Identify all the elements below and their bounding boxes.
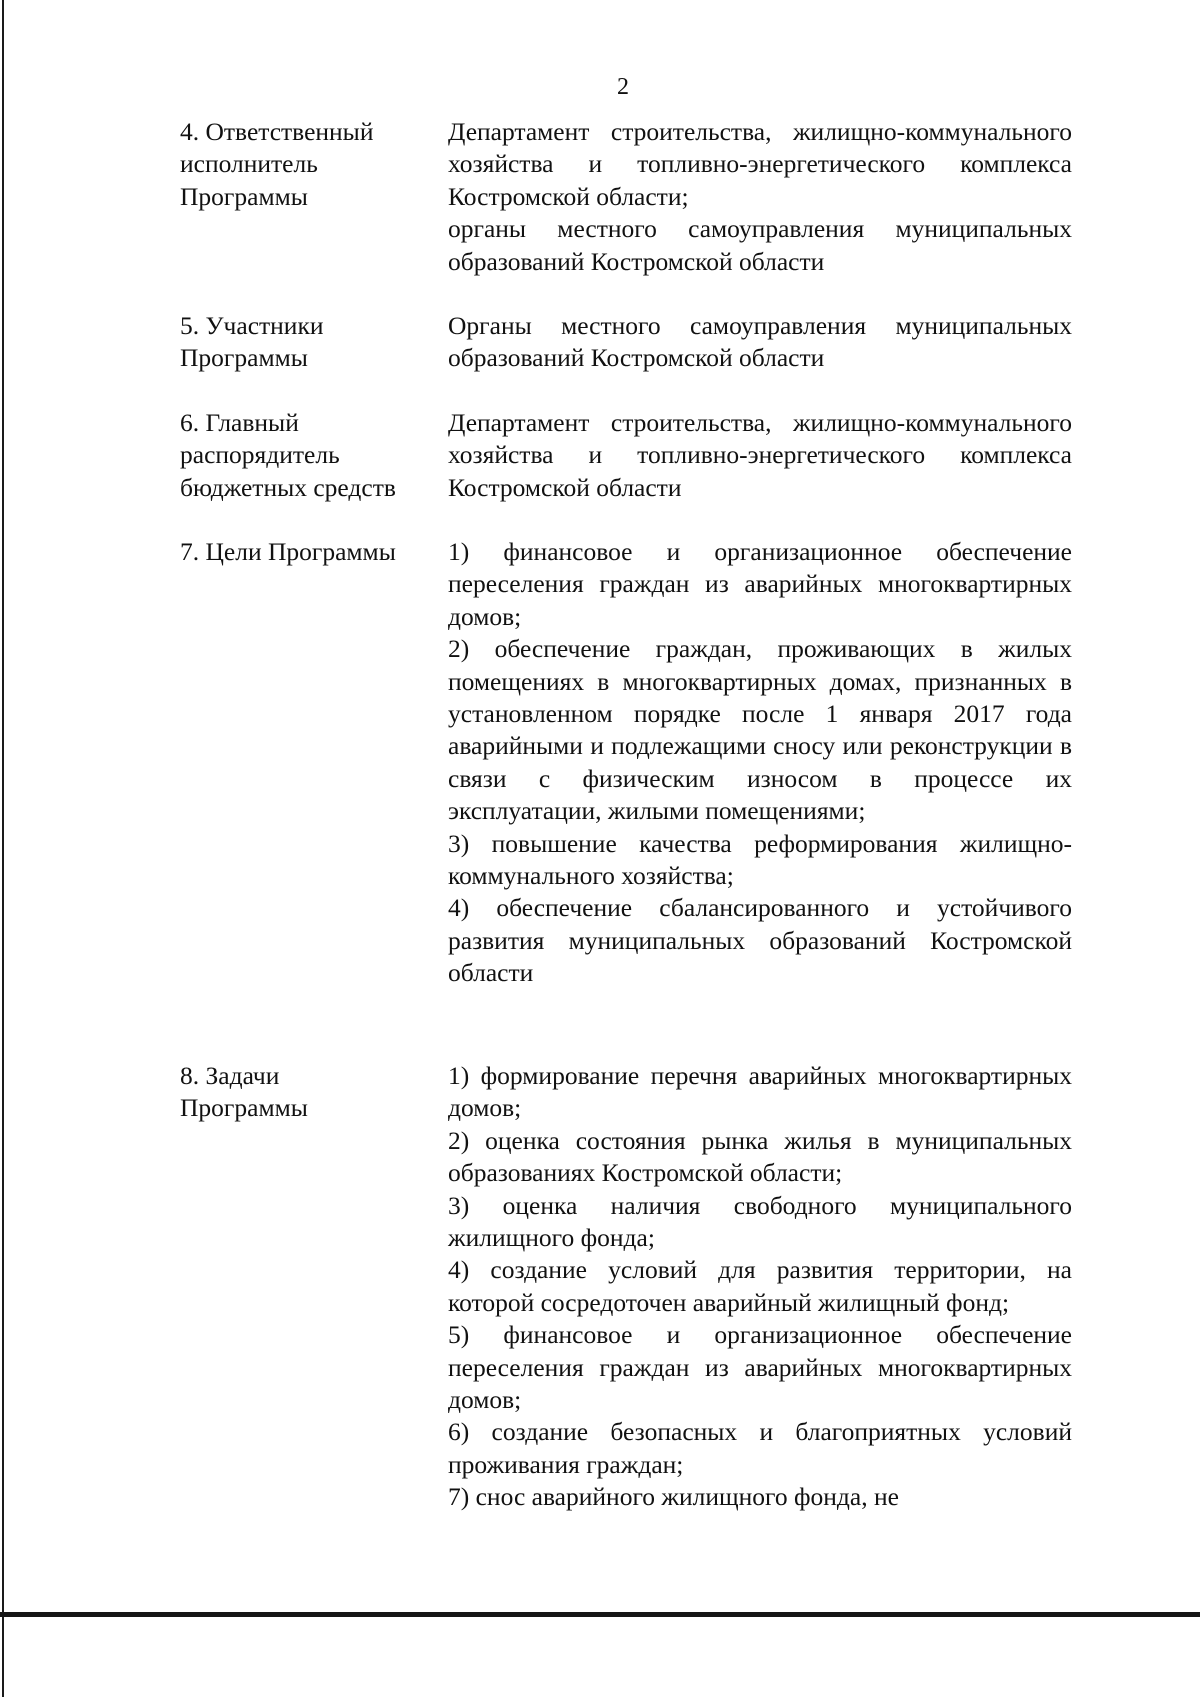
section-content bbox=[448, 1060, 1072, 1514]
section-label: 4. Ответственный исполнитель Программы bbox=[180, 117, 374, 211]
section-content bbox=[448, 310, 1072, 375]
section-paragraph: Департамент строительства, жилищно-коммунального хозяйства и топливно-энергетического комплекса Костромской области bbox=[448, 408, 1072, 502]
section-paragraph: Органы местного самоуправления муниципальных образований Костромской области bbox=[448, 311, 1072, 373]
section-label: 6. Главный распорядитель бюджетных средств bbox=[180, 408, 396, 502]
section-label: 7. Цели Программы bbox=[180, 537, 396, 566]
section-paragraph: 3) повышение качества реформирования жилищно-коммунального хозяйства; bbox=[448, 828, 1072, 891]
section-paragraph: 5) финансовое и организационное обеспечение переселения граждан из аварийных многоквартирных домов; bbox=[448, 1320, 1072, 1415]
section-paragraph: 3) оценка наличия свободного муниципального жилищного фонда; bbox=[448, 1190, 1072, 1253]
section-paragraph: 4) создание условий для развития территории, на которой сосредоточен аварийный жилищный фонд; bbox=[448, 1255, 1072, 1317]
section-paragraph: 1) формирование перечня аварийных многоквартирных домов; bbox=[448, 1061, 1072, 1123]
section-paragraph: Департамент строительства, жилищно-коммунального хозяйства и топливно-энергетического комплекса Костромской области; bbox=[448, 117, 1072, 211]
section-paragraph: 7) снос аварийного жилищного фонда, не bbox=[448, 1482, 899, 1512]
section-content bbox=[448, 407, 1072, 504]
section-paragraph: 2) обеспечение граждан, проживающих в жилых помещениях в многоквартирных домах, признанных в установленном порядке после 1 января 2017 года аварийными и подлежащими сносу или реконструкции в связи с физическим износом в процессе их эксплуатации, жилыми помещениями; bbox=[448, 634, 1072, 826]
section-paragraph: органы местного самоуправления муниципальных образований Костромской области bbox=[448, 214, 1072, 276]
scan-left-edge bbox=[2, 0, 4, 1697]
section-content bbox=[448, 116, 1072, 278]
section-paragraph: 2) оценка состояния рынка жилья в муниципальных образованиях Костромской области; bbox=[448, 1125, 1072, 1188]
scan-bottom-edge bbox=[0, 1612, 1200, 1617]
section-paragraph: 1) финансовое и организационное обеспечение переселения граждан из аварийных многоквартирных домов; bbox=[448, 537, 1072, 631]
section-label: 8. Задачи Программы bbox=[180, 1061, 308, 1123]
section-content bbox=[448, 536, 1072, 990]
section-paragraph: 6) создание безопасных и благоприятных условий проживания граждан; bbox=[448, 1417, 1072, 1479]
section-label: 5. Участники Программы bbox=[180, 311, 324, 373]
page-number: 2 bbox=[617, 74, 629, 100]
section-paragraph: 4) обеспечение сбалансированного и устойчивого развития муниципальных образований Костромской области bbox=[448, 893, 1072, 988]
